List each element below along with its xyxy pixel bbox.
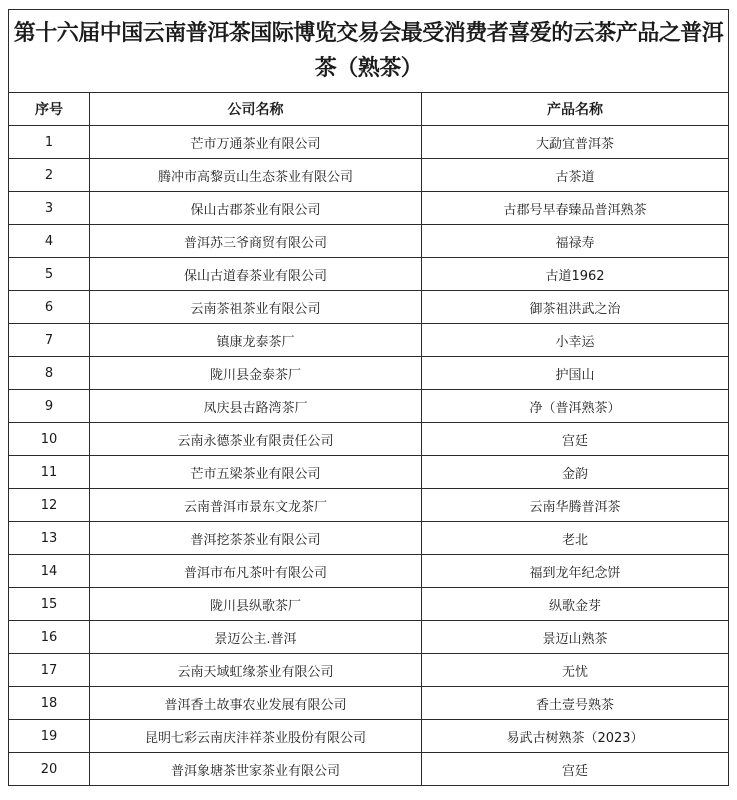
table-row [9,456,729,489]
row-index: 7 [9,324,90,357]
row-product: 无忧 [422,654,729,687]
row-product: 古道1962 [422,258,729,291]
row-index: 9 [9,390,90,423]
row-product: 香土壹号熟茶 [422,687,729,720]
row-company: 普洱市布凡茶叶有限公司 [90,555,422,588]
row-company: 芒市万通茶业有限公司 [90,126,422,159]
row-company: 芒市五梁茶业有限公司 [90,456,422,489]
row-company: 普洱挖茶茶业有限公司 [90,522,422,555]
table-row [9,423,729,456]
row-company: 陇川县金泰茶厂 [90,357,422,390]
row-product: 福到龙年纪念饼 [422,555,729,588]
row-index: 20 [9,753,90,786]
row-company: 云南永德茶业有限责任公司 [90,423,422,456]
row-product: 云南华腾普洱茶 [422,489,729,522]
row-index: 3 [9,192,90,225]
row-company: 镇康龙泰茶厂 [90,324,422,357]
row-company: 普洱象塘茶世家茶业有限公司 [90,753,422,786]
table-row [9,258,729,291]
row-index: 6 [9,291,90,324]
row-index: 17 [9,654,90,687]
row-index: 5 [9,258,90,291]
row-company: 云南普洱市景东文龙茶厂 [90,489,422,522]
row-company: 陇川县纵歌茶厂 [90,588,422,621]
table-row [9,654,729,687]
table-row [9,324,729,357]
table-row [9,489,729,522]
row-index: 18 [9,687,90,720]
awards-table [8,9,729,786]
row-index: 12 [9,489,90,522]
row-product: 小幸运 [422,324,729,357]
row-product: 御茶祖洪武之治 [422,291,729,324]
header-company: 公司名称 [90,93,422,126]
table-row [9,588,729,621]
table-title: 第十六届中国云南普洱茶国际博览交易会最受消费者喜爱的云茶产品之普洱茶（熟茶） [9,10,729,93]
header-index: 序号 [9,93,90,126]
row-index: 1 [9,126,90,159]
row-product: 纵歌金芽 [422,588,729,621]
row-index: 2 [9,159,90,192]
row-index: 8 [9,357,90,390]
row-product: 易武古树熟茶（2023） [422,720,729,753]
table-row [9,522,729,555]
table-row [9,225,729,258]
table-row [9,291,729,324]
row-index: 14 [9,555,90,588]
row-index: 16 [9,621,90,654]
table-row [9,687,729,720]
row-index: 10 [9,423,90,456]
row-company: 云南茶祖茶业有限公司 [90,291,422,324]
table-row [9,390,729,423]
row-company: 云南天域虹缘茶业有限公司 [90,654,422,687]
row-company: 普洱苏三爷商贸有限公司 [90,225,422,258]
row-product: 宫廷 [422,753,729,786]
row-company: 凤庆县古路湾茶厂 [90,390,422,423]
row-company: 普洱香土故事农业发展有限公司 [90,687,422,720]
table-row [9,192,729,225]
row-index: 11 [9,456,90,489]
row-product: 金韵 [422,456,729,489]
row-company: 景迈公主.普洱 [90,621,422,654]
row-product: 宫廷 [422,423,729,456]
header-row [9,93,729,126]
row-product: 古茶道 [422,159,729,192]
row-product: 景迈山熟茶 [422,621,729,654]
row-product: 老北 [422,522,729,555]
table-row [9,753,729,786]
row-company: 昆明七彩云南庆沣祥茶业股份有限公司 [90,720,422,753]
row-index: 4 [9,225,90,258]
table-row [9,555,729,588]
table-row [9,357,729,390]
row-product: 大勐宜普洱茶 [422,126,729,159]
row-product: 福禄寿 [422,225,729,258]
row-product: 护国山 [422,357,729,390]
row-company: 腾冲市高黎贡山生态茶业有限公司 [90,159,422,192]
row-company: 保山古郡茶业有限公司 [90,192,422,225]
table-row [9,720,729,753]
table-row [9,126,729,159]
row-product: 古郡号早春臻品普洱熟茶 [422,192,729,225]
table-row [9,159,729,192]
header-product: 产品名称 [422,93,729,126]
row-company: 保山古道春茶业有限公司 [90,258,422,291]
row-index: 13 [9,522,90,555]
row-index: 15 [9,588,90,621]
row-product: 净（普洱熟茶） [422,390,729,423]
title-row [9,10,729,93]
row-index: 19 [9,720,90,753]
table-row [9,621,729,654]
